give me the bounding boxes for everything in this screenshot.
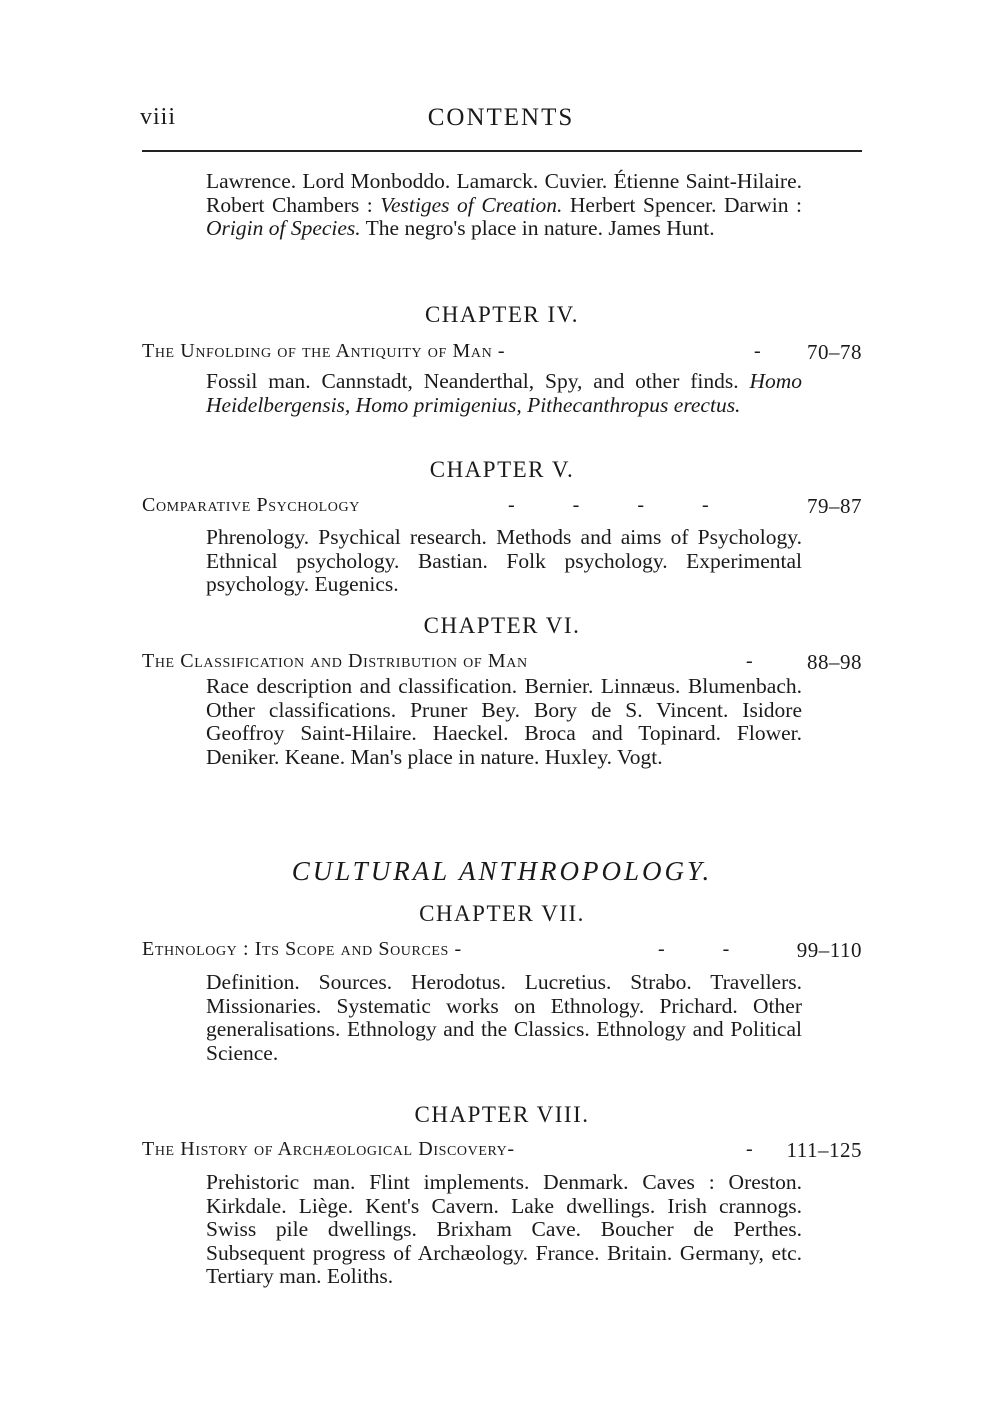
chapter-label: CHAPTER VI. [423, 613, 581, 638]
toc-entry-chapter-4[interactable] [142, 340, 862, 368]
page-range: 99–110 [796, 938, 862, 962]
leader-dots: - [754, 340, 763, 362]
chapter-summary: Race description and classification. Bernier. Linnæus. Blumenbach. Other classifications. Pruner Bey. Bory de S. Vincent. Isidore Geoffroy Saint-Hilaire. Haeckel. Broca and Topinard. Flower. Deniker. Keane. Man's place in nature. Huxley. Vogt. [206, 674, 802, 769]
summary-italic: Homo Heidelbergensis, Homo primigenius, Pithecanthropus erectus. [206, 369, 802, 417]
page-number: viii [140, 104, 177, 130]
entry-title: Ethnology : Its Scope and Sources - [142, 938, 462, 960]
summary-text: Herbert Spencer. Darwin : [562, 192, 803, 217]
summary-italic: Origin of Species. [206, 216, 361, 241]
page-range: 111–125 [786, 1138, 862, 1162]
chapter-summary: Phrenology. Psychical research. Methods and aims of Psychology. Ethnical psychology. Bastian. Folk psychology. Experimental psychology. Eugenics. [206, 525, 802, 597]
summary-text: Lawrence. Lord Monboddo. Lamarck. Cuvier. Étienne Saint-Hilaire. Robert Chambers : [206, 169, 802, 217]
chapter-summary [206, 370, 802, 417]
chapter-label: CHAPTER IV. [424, 302, 580, 327]
running-head [140, 104, 862, 140]
leader-dots: - - - - [508, 494, 711, 516]
summary-italic: Vestiges of Creation. [380, 192, 563, 217]
page-range: 88–98 [807, 650, 862, 674]
chapter-summary: Prehistoric man. Flint implements. Denmark. Caves : Oreston. Kirkdale. Liège. Kent's Cavern. Lake dwellings. Irish crannogs. Swiss pile dwellings. Brixham Cave. Boucher de Perthes. Subsequent progress of Archæology. France. Britain. Germany, etc. Tertiary man. Eoliths. [206, 1170, 802, 1289]
summary-text: The negro's place in nature. James Hunt. [360, 216, 715, 241]
section-title: CULTURAL ANTHROPOLOGY. [291, 856, 713, 886]
chapter-label: CHAPTER VII. [419, 901, 585, 926]
entry-title: The Unfolding of the Antiquity of Man - [142, 340, 506, 362]
leader-dots: - [746, 650, 755, 672]
toc-entry-chapter-5[interactable] [142, 494, 862, 522]
page-title: CONTENTS [427, 104, 575, 131]
chapter-label: CHAPTER V. [429, 457, 575, 482]
entry-title: The Classification and Distribution of Man [142, 650, 528, 672]
chapter-summary: Definition. Sources. Herodotus. Lucretius. Strabo. Travellers. Missionaries. Systematic works on Ethnology. Prichard. Other generalisations. Ethnology and the Classics. Ethnology and Political Science. [206, 970, 802, 1065]
header-rule [142, 150, 862, 152]
leader-dots: - [746, 1138, 755, 1160]
entry-title: The History of Archæological Discovery- [142, 1138, 515, 1160]
page-range: 70–78 [807, 340, 862, 364]
carryover-summary [206, 170, 802, 241]
page-range: 79–87 [807, 494, 862, 518]
toc-entry-chapter-8[interactable] [142, 1138, 862, 1166]
toc-entry-chapter-7[interactable] [142, 938, 862, 966]
leader-dots: - - [658, 938, 732, 960]
entry-title: Comparative Psychology [142, 494, 360, 516]
summary-text: Fossil man. Cannstadt, Neanderthal, Spy, and other finds. [206, 369, 750, 393]
chapter-label: CHAPTER VIII. [414, 1102, 590, 1127]
